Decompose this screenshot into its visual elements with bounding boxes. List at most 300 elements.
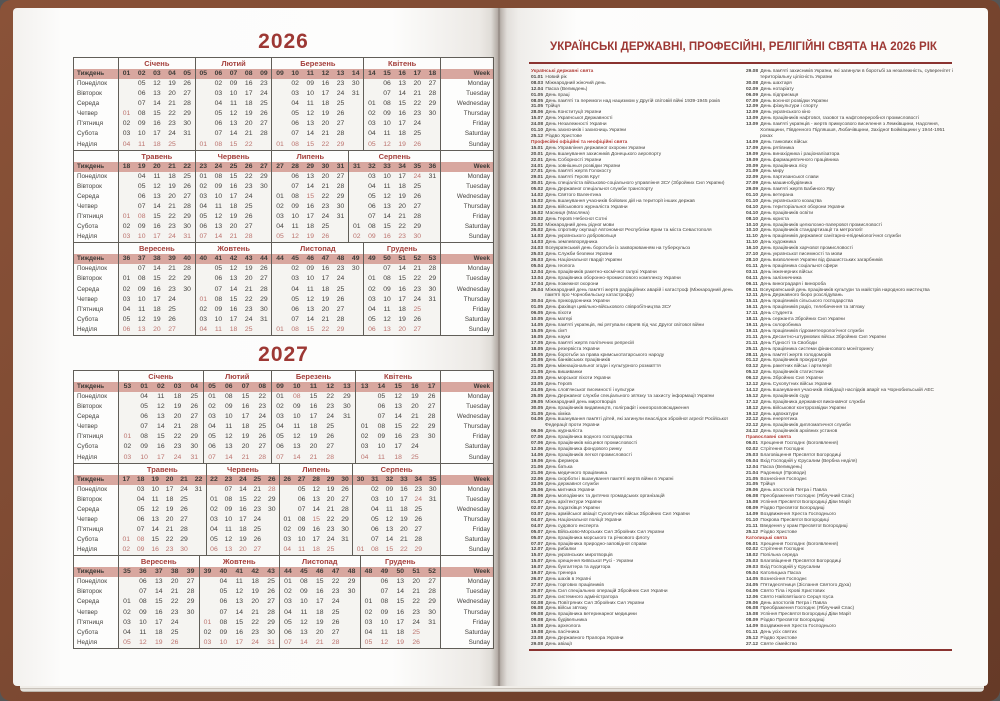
date-cell: 23 <box>165 546 174 554</box>
holiday-item: 15.05 День сім'ї <box>531 328 567 334</box>
week-number: 19 <box>137 162 146 170</box>
date-cell: 19 <box>396 638 405 646</box>
date-row <box>280 597 360 607</box>
date-cell: 25 <box>267 578 275 586</box>
date-row <box>196 222 272 232</box>
date-cell <box>180 315 195 325</box>
holiday-date: 23.08 <box>531 636 544 641</box>
date-cell <box>272 285 287 295</box>
holiday-date: 15.05 <box>531 328 544 334</box>
date-row <box>119 202 195 212</box>
date-cell: 31 <box>428 295 437 303</box>
week-number: 30 <box>356 475 365 483</box>
date-cell: 11 <box>139 628 147 636</box>
date-cell: 16 <box>153 223 161 231</box>
week-number: 40 <box>219 568 228 576</box>
date-cell: 17 <box>165 485 174 493</box>
date-cell: 02 <box>283 526 291 533</box>
date-cell: 19 <box>321 295 330 303</box>
date-cell: 26 <box>267 588 275 596</box>
week-numbers-row <box>119 567 199 577</box>
date-cell: 17 <box>153 233 161 241</box>
date-cell <box>348 119 363 129</box>
holiday-item: 12.09 День фізкультури і спорту <box>746 104 818 110</box>
holiday-date: 15.07 <box>531 116 544 122</box>
holiday-item: 04.10 День територіальної оборони України <box>746 204 845 210</box>
date-cell: 24 <box>413 295 422 303</box>
date-cell: 16 <box>153 120 161 128</box>
date-cell: 29 <box>336 192 345 200</box>
date-cell <box>191 525 205 535</box>
date-cell: 06 <box>291 172 299 180</box>
date-cell: 14 <box>229 285 238 293</box>
date-row <box>200 577 280 587</box>
day-labels-en <box>440 371 493 463</box>
week-number: 10 <box>292 382 301 390</box>
date-cell: 04 <box>291 285 299 293</box>
holiday-date: 26.07 <box>531 576 544 582</box>
date-cell: 18 <box>154 628 163 636</box>
date-cell <box>349 202 364 212</box>
date-cell: 05 <box>297 485 306 493</box>
date-row <box>200 608 280 618</box>
date-cell: 21 <box>244 285 253 293</box>
day-label-5: П'ятниця <box>77 305 104 313</box>
date-cell: 16 <box>241 403 250 411</box>
date-cell <box>424 628 440 638</box>
date-cell: 21 <box>400 536 408 544</box>
holiday-date: 21.11 <box>746 334 758 340</box>
date-row <box>119 515 206 525</box>
day-labels-ua <box>74 464 119 556</box>
week-number: 04 <box>190 382 199 390</box>
date-cell: 23 <box>336 80 345 87</box>
date-cell: 13 <box>385 526 394 533</box>
date-cell: 11 <box>224 526 232 533</box>
date-cell: 15 <box>309 392 318 400</box>
label-spacer <box>74 371 118 382</box>
date-cell <box>196 89 211 99</box>
holiday-item: 21.05 День вишиванки <box>531 370 583 376</box>
date-cell: 30 <box>260 305 268 313</box>
date-cell: 23 <box>244 182 253 190</box>
date-cell: 24 <box>244 192 253 200</box>
date-cell: 21 <box>251 608 259 616</box>
date-cell: 16 <box>398 110 406 118</box>
date-row <box>119 140 195 150</box>
week-number: 16 <box>411 382 419 390</box>
date-cell: 30 <box>347 588 356 596</box>
date-cell: 08 <box>137 275 146 283</box>
date-cell: 27 <box>427 403 436 411</box>
month-block <box>363 58 440 150</box>
week-number: 26 <box>283 475 291 483</box>
date-row <box>207 535 279 545</box>
holiday-item: 21.04 Радониця (Проводи) <box>746 470 807 476</box>
day-label-6: Субота <box>77 536 99 544</box>
date-cell: 09 <box>137 223 146 231</box>
date-cell <box>344 628 360 638</box>
holiday-item: 02.09 День нотаріату <box>746 86 794 92</box>
date-cell: 22 <box>400 546 408 554</box>
holiday-date: 03.11 <box>746 269 758 275</box>
date-cell: 02 <box>210 505 218 513</box>
holiday-date: 25.12 <box>531 133 544 139</box>
calendar-quarter-row <box>74 242 493 335</box>
date-row <box>204 432 271 442</box>
date-cell: 01 <box>123 433 132 441</box>
date-cell: 17 <box>315 598 324 606</box>
date-cell: 02 <box>291 80 299 87</box>
week-number: 25 <box>253 475 262 483</box>
date-row <box>196 182 272 192</box>
date-cell: 24 <box>253 515 262 523</box>
holiday-item: 14.09 Воздвиження Хреста Господнього <box>746 511 836 517</box>
day-label-6: Субота <box>77 443 99 451</box>
holiday-date: 19.09 <box>746 157 759 163</box>
calendar-quarter-row <box>74 555 493 648</box>
date-cell: 10 <box>292 413 301 421</box>
date-row <box>207 545 279 555</box>
holiday-date: 31.05 <box>746 482 759 488</box>
date-row <box>364 264 440 274</box>
week-numbers-row <box>353 475 440 485</box>
holiday-item: 09.08 День працівника ветеринарної медицини <box>531 612 637 618</box>
holiday-date: 08.05 <box>531 98 544 104</box>
date-cell: 27 <box>331 628 340 636</box>
date-cell: 31 <box>183 130 191 138</box>
day-label-6: Субота <box>77 315 99 323</box>
week-number: 28 <box>312 475 320 483</box>
date-cell: 11 <box>293 423 301 431</box>
date-row <box>119 172 195 182</box>
date-cell: 02 <box>291 265 299 273</box>
week-number: 31 <box>371 475 379 483</box>
date-cell: 20 <box>168 192 176 200</box>
date-cell: 23 <box>326 526 335 533</box>
holiday-date: 01.12 <box>746 358 759 364</box>
holiday-date: 21.02 <box>531 222 544 228</box>
date-row <box>119 212 195 222</box>
date-cell: 05 <box>368 140 376 148</box>
day-label-4: Четвер <box>77 202 98 210</box>
date-row <box>349 182 440 192</box>
date-cell: 17 <box>398 295 406 303</box>
holiday-date: 24.08 <box>531 122 544 128</box>
holiday-item: 06.09 День підприємця <box>746 92 799 98</box>
date-cell: 12 <box>225 433 233 441</box>
holiday-date: 15.07 <box>531 559 544 565</box>
date-cell: 19 <box>398 192 406 200</box>
date-cell <box>196 99 211 109</box>
date-cell: 17 <box>153 295 161 303</box>
date-cell: 25 <box>326 423 334 431</box>
holiday-date: 27.07 <box>531 582 544 588</box>
date-cell: 16 <box>398 285 406 293</box>
week-number: 34 <box>398 162 406 170</box>
date-row <box>119 325 195 335</box>
date-cell <box>256 192 271 202</box>
week-number: 24 <box>214 162 223 170</box>
holiday-item: 12.04 Пасха (Великдень) <box>531 86 588 92</box>
holiday-item: 29.06 День апостолів Петра і Павла <box>746 600 827 606</box>
holiday-item: 19.11 День склоробника <box>746 322 801 328</box>
week-number: 14 <box>351 70 360 77</box>
date-cell: 28 <box>267 608 275 616</box>
date-cell: 30 <box>427 433 436 441</box>
holiday-item: 06.11 День виноградаря і винороба <box>746 281 826 287</box>
date-cell: 14 <box>385 536 394 544</box>
date-cell: 11 <box>383 182 391 190</box>
month-name: Липень <box>272 151 348 162</box>
date-cell: 10 <box>214 192 223 200</box>
week-number: 01 <box>122 70 131 77</box>
date-row <box>280 577 360 587</box>
day-label-en-1: Monday <box>467 80 491 87</box>
holiday-item: 16.07 День бухгалтера та аудитора <box>531 565 611 571</box>
date-cell: 13 <box>235 598 244 606</box>
date-cell: 18 <box>312 546 320 554</box>
date-row <box>119 129 195 139</box>
date-cell: 08 <box>383 100 391 108</box>
holiday-date: 01.10 <box>746 193 759 199</box>
date-cell: 07 <box>137 265 146 273</box>
date-cell: 03 <box>360 443 369 451</box>
holiday-item: 19.09 День винахідника і раціоналізатора <box>746 151 840 157</box>
holiday-date: 08.09 <box>746 506 759 512</box>
date-cell: 25 <box>244 325 253 333</box>
date-cell: 26 <box>336 295 345 303</box>
right-page <box>499 8 988 686</box>
holiday-date: 14.05 <box>531 322 544 328</box>
month-name: Червень <box>196 151 272 162</box>
date-cell: 27 <box>190 413 199 421</box>
date-cell: 21 <box>412 588 420 596</box>
week-number: 07 <box>241 382 250 390</box>
holiday-date: 04.07 <box>531 523 544 529</box>
date-cell: 06 <box>208 443 216 451</box>
week-numbers-row <box>196 162 272 172</box>
holiday-item: 16.10 День працівників харчової промисловості <box>746 246 853 252</box>
holiday-item: 06.05 День піхоти <box>531 311 572 317</box>
date-row <box>349 232 440 242</box>
date-cell: 07 <box>139 588 147 596</box>
date-cell: 11 <box>377 453 385 461</box>
date-cell: 15 <box>306 192 315 200</box>
date-cell: 06 <box>214 275 223 283</box>
date-cell: 30 <box>428 285 437 293</box>
date-cell: 13 <box>383 202 391 210</box>
holiday-item: 30.04 День прикордонника України <box>531 299 610 305</box>
date-cell: 10 <box>137 130 146 138</box>
date-row <box>272 305 363 315</box>
holiday-date: 24.01 <box>531 163 544 169</box>
holiday-item: 22.09 День партизанської слави <box>746 175 819 181</box>
date-cell <box>180 325 195 335</box>
date-cell: 15 <box>229 172 238 180</box>
date-cell <box>425 192 440 202</box>
date-cell: 20 <box>241 443 250 451</box>
date-cell: 29 <box>190 433 199 441</box>
date-cell: 01 <box>123 598 131 606</box>
week-numbers-row <box>280 475 352 485</box>
week-number: 33 <box>400 475 408 483</box>
holiday-item: 19.12 День адвокатури <box>746 411 799 417</box>
week-numbers-row <box>349 162 440 172</box>
date-cell: 22 <box>165 536 174 544</box>
date-cell <box>272 172 287 182</box>
day-label-en-4: Thursday <box>463 110 491 118</box>
date-cell: 01 <box>276 192 284 200</box>
date-cell: 05 <box>368 315 376 323</box>
date-cell: 14 <box>398 90 406 98</box>
date-cell: 14 <box>306 182 315 190</box>
holiday-item: 02.07 День податківця України <box>531 506 600 512</box>
date-cell: 19 <box>173 403 182 411</box>
day-label-1: Понеділок <box>77 578 107 586</box>
date-row <box>364 89 440 99</box>
holiday-date: 04.10 <box>746 210 759 216</box>
holiday-item: 21.06 День медичного працівника <box>531 470 608 476</box>
date-cell: 27 <box>180 515 188 523</box>
day-label-1: Понеділок <box>77 172 107 180</box>
date-cell: 06 <box>383 80 391 87</box>
holiday-date: 04.06 <box>531 417 544 423</box>
date-row <box>280 495 352 505</box>
date-cell: 15 <box>394 423 402 431</box>
date-cell: 20 <box>244 120 253 128</box>
holiday-item: 15.11 День працівників сільського господарства <box>746 299 854 305</box>
date-cell: 12 <box>306 295 315 303</box>
week-number: 08 <box>244 70 253 77</box>
date-cell: 07 <box>380 588 389 596</box>
holiday-date: 29.07 <box>531 588 544 594</box>
week-number: 09 <box>276 382 284 390</box>
date-cell: 14 <box>151 526 159 533</box>
date-cell: 20 <box>412 578 420 586</box>
date-row <box>204 422 271 432</box>
holiday-section-header: Католицькі свята <box>746 535 788 541</box>
week-number: 05 <box>199 70 208 77</box>
date-cell: 03 <box>122 130 131 138</box>
date-cell: 20 <box>398 325 406 333</box>
holiday-date: 26.03 <box>531 258 544 263</box>
month-block <box>348 151 440 243</box>
date-cell: 05 <box>136 505 145 513</box>
date-row <box>119 597 199 607</box>
holiday-item: 12.09 День українського кіно <box>746 110 811 116</box>
date-cell: 14 <box>153 100 161 108</box>
date-cell: 24 <box>180 485 188 493</box>
date-cell: 31 <box>336 213 345 221</box>
date-cell: 24 <box>326 536 335 544</box>
date-cell <box>353 525 367 535</box>
date-cell: 21 <box>168 265 176 273</box>
holiday-item: 06.12 День Збройних Сил України <box>746 376 823 382</box>
date-row <box>361 577 441 587</box>
date-cell: 31 <box>194 485 203 493</box>
week-number: 32 <box>368 162 376 170</box>
week-numbers-row <box>204 382 271 392</box>
holiday-date: 18.05 <box>531 346 544 352</box>
date-cell <box>338 545 352 555</box>
date-cell <box>333 232 348 242</box>
date-cell: 26 <box>183 80 191 87</box>
date-row <box>119 495 206 505</box>
month-block <box>199 556 280 648</box>
date-cell: 27 <box>168 325 176 333</box>
date-cell: 23 <box>244 305 253 313</box>
day-label-6: Субота <box>77 223 99 231</box>
date-cell: 04 <box>122 140 131 148</box>
week-number: 30 <box>341 475 349 483</box>
date-cell: 25 <box>168 305 176 313</box>
date-cell <box>272 274 287 284</box>
week-number: 13 <box>343 382 351 390</box>
holiday-date: 15.01 <box>531 145 544 151</box>
date-cell: 27 <box>428 578 436 586</box>
date-cell <box>196 285 211 295</box>
holiday-item: 29.03 Вхід Господній у Єрусалим <box>746 565 821 571</box>
holiday-item: 24.05 П'ятидесятниця (Зіслання Святого Духа) <box>746 582 851 588</box>
date-cell: 15 <box>157 433 165 441</box>
date-cell: 13 <box>394 403 402 411</box>
date-cell: 07 <box>276 453 284 461</box>
date-row <box>353 505 440 515</box>
calendar-pages <box>73 30 494 656</box>
month-block <box>195 243 272 335</box>
date-row <box>364 140 440 150</box>
holiday-item: 25.11 День працівника системи фінансового моніторингу <box>746 346 874 352</box>
day-label-4: Четвер <box>77 423 98 431</box>
holiday-item: 25.12 Різдво Христове <box>531 133 582 139</box>
date-cell <box>425 315 440 325</box>
holiday-date: 25.06 <box>531 488 544 494</box>
holiday-date: 05.07 <box>531 535 544 541</box>
date-cell: 04 <box>276 423 284 431</box>
holiday-item: 17.09 День рятівника <box>746 145 795 151</box>
date-cell: 26 <box>253 536 262 544</box>
date-cell <box>348 295 363 305</box>
date-cell: 11 <box>138 140 146 148</box>
date-row <box>364 295 440 305</box>
holiday-date: 01.07 <box>531 500 544 506</box>
date-cell <box>183 638 199 648</box>
date-row <box>119 638 199 648</box>
day-labels-ua <box>74 58 119 150</box>
holiday-date: 07.06 <box>531 435 544 441</box>
holiday-date: 21.05 <box>746 476 759 482</box>
date-row <box>272 89 363 99</box>
date-cell: 10 <box>383 172 391 180</box>
date-cell: 05 <box>214 110 223 118</box>
date-cell: 28 <box>331 638 340 646</box>
day-label-3: Середа <box>77 285 100 293</box>
date-cell: 27 <box>428 80 437 87</box>
week-number: 19 <box>151 475 159 483</box>
left-page <box>13 8 499 686</box>
date-cell: 30 <box>428 608 436 616</box>
date-row <box>119 192 195 202</box>
date-cell: 07 <box>291 315 299 323</box>
date-cell: 25 <box>260 100 268 108</box>
date-cell: 29 <box>343 392 351 400</box>
date-row <box>119 505 206 515</box>
week-number: 28 <box>291 162 299 170</box>
date-cell: 27 <box>183 192 191 200</box>
holiday-date: 15.07 <box>531 553 544 559</box>
day-label-1: Понеділок <box>77 80 107 87</box>
